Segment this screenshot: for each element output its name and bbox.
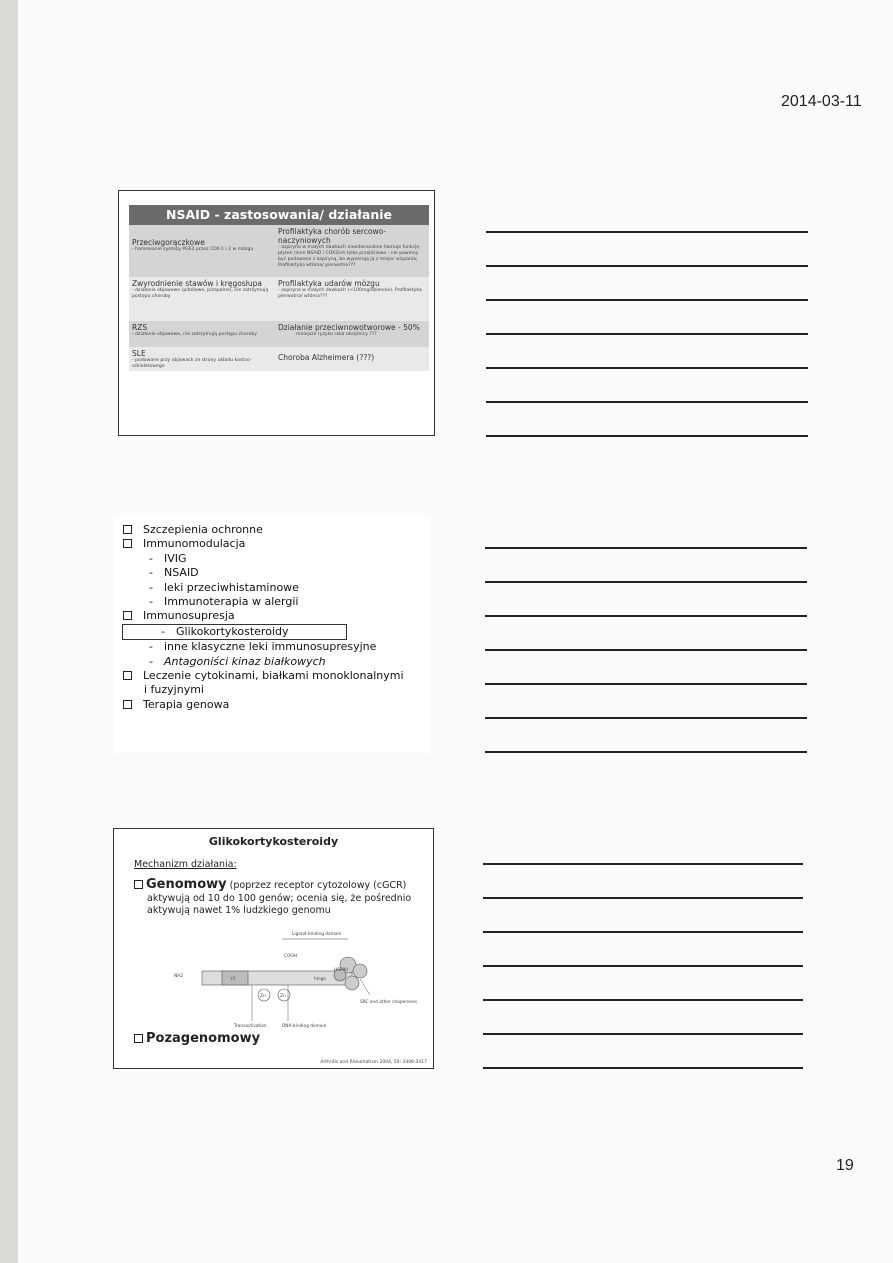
genomic-detail: aktywują od 10 do 100 genów; ocenia się, że pośrednio [147,893,412,904]
hsp-bead [345,976,359,990]
list-item: - Immunoterapia w alergii [149,595,299,609]
hsp-bead [353,964,367,978]
cell-note: mniejsze ryzyko raka okrężnicy ??? [296,332,377,337]
checkbox-bullet-icon [123,539,132,548]
diagram-label-hsp: HSP90 [334,968,349,973]
diagram-label-ligand: Ligand-binding domain [292,932,342,937]
cell-main: SLE [132,349,146,358]
diagram-label-src: SRC and other chaperones [360,1000,418,1005]
diagram-label-hinge: hinge [314,977,327,982]
diagram-label-zn: Zn [260,994,266,999]
genomic-detail: aktywują nawet 1% ludzkiego genomu [147,905,331,916]
leader-line [360,979,370,995]
genomic-line: Genomowy (poprzez receptor cytozolowy (cGCR) [134,877,406,892]
cell-main: RZS [132,323,148,332]
list-item: - leki przeciwhistaminowe [149,580,299,594]
list-item: Leczenie cytokinami, białkami monoklonalnymi [123,669,427,683]
cell-main: Przeciwgorączkowe [132,238,205,247]
table-row [129,347,429,371]
diagram-label-transactivation: Transactivation [234,1024,267,1029]
list-item-highlighted: - Glikokortykosteroidy [123,624,427,640]
slide-title: NSAID - zastosowania/ działanie [129,205,429,225]
slide-glucocorticoids [113,828,434,1069]
slide-therapy-list [113,515,431,753]
therapy-list [123,523,427,712]
cell-note: - hamowanie syntezy PGE2 przez COX-1 i 2 w mózgu [132,247,254,252]
cell-note: - działanie objawowe (p/bólowe, p/zapalne), nie zatrzymują postępu choroby [132,288,269,299]
list-item: - IVIG [149,551,187,565]
table-row [129,225,429,277]
checkbox-bullet-icon [123,611,132,620]
cell-note: - działanie objawowe, nie zatrzymują postępu choroby [132,332,257,337]
cell-main: Choroba Alzheimera (???) [278,353,375,362]
diagram-label-cooh: COOH [284,954,297,959]
checkbox-bullet-icon [123,671,132,680]
list-item: Terapia genowa [123,698,427,712]
cell-note: - aspiryna w małych dawkach nieodwracalnie hamuje funkcję płytek (inne NSAID i COX2inh tylko przejściowo - nie powinny być podawane z aspiryną, bo wypierają ją z miejsc wiązania; Profilaktyka wtórna/ pierwotna??? [278,245,420,268]
list-item: i fuzyjnymi [144,683,204,697]
checkbox-bullet-icon [134,880,143,889]
page-number: 19 [836,1157,854,1174]
citation: Arthritis and Rheumatism 2004, 50: 3408-3417 [320,1060,427,1065]
header-date: 2014-03-11 [781,93,862,110]
list-item: - Antagoniści kinaz białkowych [149,654,326,668]
list-item: Immunomodulacja [123,537,427,551]
cell-note: - podawane przy objawach ze strony układu kostno-szkieletowego [132,358,252,369]
list-item: Immunosupresja [123,609,427,623]
list-item: - inne klasyczne leki immunosupresyjne [149,640,377,654]
checkbox-bullet-icon [134,1034,143,1043]
nongenomic-line: Pozagenomowy [134,1031,260,1046]
cell-main: Zwyrodnienie stawów i kręgosłupa [132,279,262,288]
cell-main: Profilaktyka udarów mózgu [278,279,380,288]
slide-nsaid [118,190,435,436]
mechanism-heading: Mechanizm działania: [134,859,237,870]
scan-edge [0,0,18,1263]
cell-main: Działanie przeciwnowotworowe - 50% [278,323,420,332]
list-item: Szczepienia ochronne [123,523,427,537]
table-row [129,321,429,347]
diagram-label-nh2: NH2 [174,974,184,979]
slide-title: Glikokortykosteroidy [208,835,339,848]
checkbox-bullet-icon [123,700,132,709]
cell-main: Profilaktyka chorób sercowo-naczyniowych [278,227,387,245]
table-row [129,277,429,321]
receptor-diagram [164,929,418,1033]
list-item: - NSAID [149,566,199,580]
checkbox-bullet-icon [123,525,132,534]
diagram-label-zn: Zn [280,994,286,999]
diagram-label-dna: DNA-binding domain [282,1024,327,1029]
cell-note: - aspiryna w małych dawkach (<100mg/dziennie). Profilaktyka pierwotna/ wtórna??? [278,288,422,299]
diagram-label-tau: τ1 [230,977,236,982]
